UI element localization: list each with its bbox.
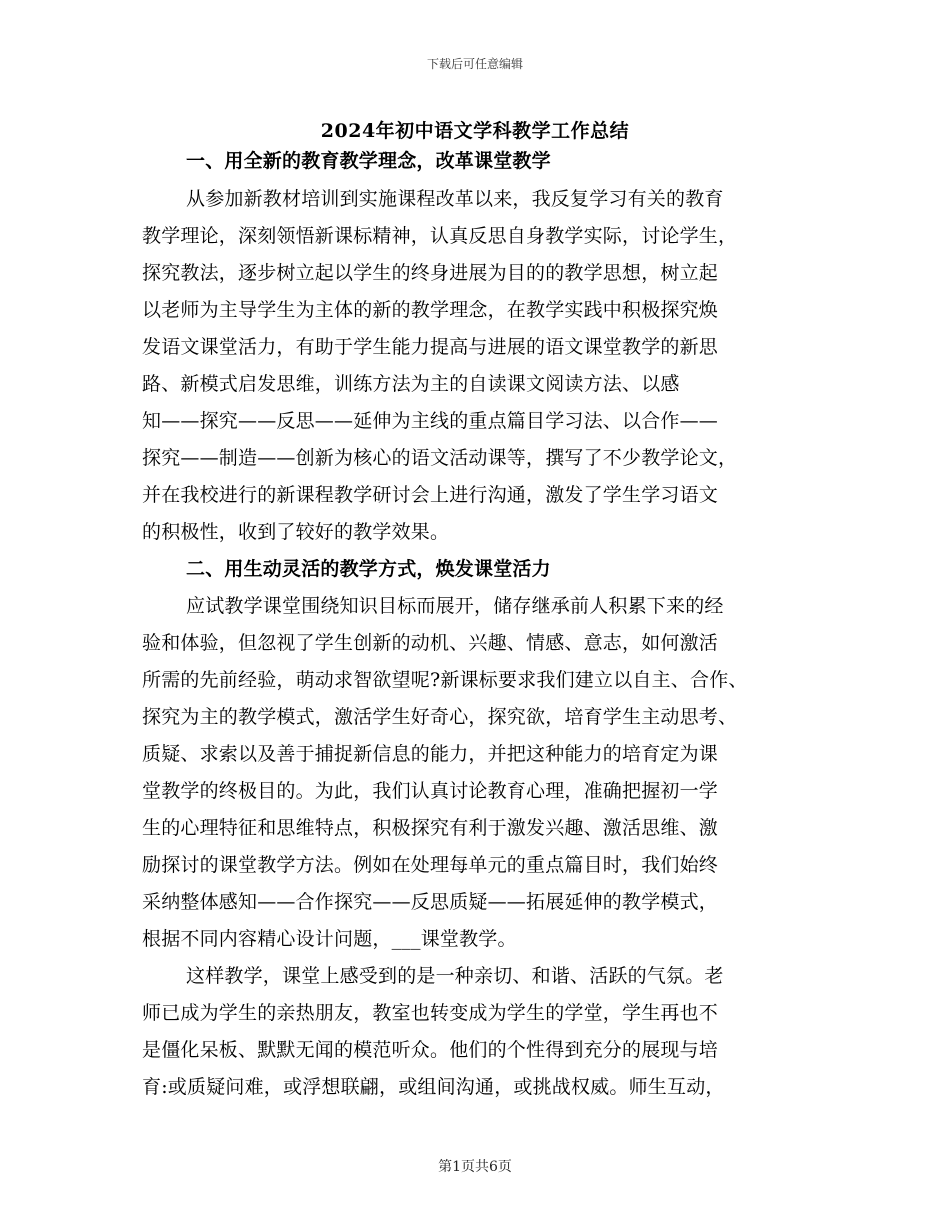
page-header-note: 下载后可任意编辑 <box>426 57 523 71</box>
paragraph-line: 以老师为主导学生为主体的新的教学理念，在教学实践中积极探究焕 <box>142 299 719 321</box>
paragraph-line: 教学理论，深刻领悟新课标精神，认真反思自身教学实际，讨论学生， <box>142 225 738 247</box>
paragraph-line: 采纳整体感知——合作探究——反思质疑——拓展延伸的教学模式， <box>142 891 719 913</box>
paragraph-line: 这样教学，课堂上感受到的是一种亲切、和谐、活跃的气氛。老 <box>186 965 724 987</box>
paragraph-line: 路、新模式启发思维，训练方法为主的自读课文阅读方法、以感 <box>142 373 680 395</box>
paragraph-line: 应试教学课堂围绕知识目标而展开，储存继承前人积累下来的经 <box>186 595 724 617</box>
paragraph-line: 所需的先前经验，萌动求智欲望呢?新课标要求我们建立以自主、合作、 <box>142 669 748 691</box>
section-heading-2: 二、用生动灵活的教学方式，焕发课堂活力 <box>186 558 551 580</box>
paragraph-line: 探究——制造——创新为核心的语文活动课等，撰写了不少教学论文， <box>142 447 738 469</box>
paragraph-line: 发语文课堂活力，有助于学生能力提高与进展的语文课堂教学的新思 <box>142 336 719 358</box>
paragraph-line: 堂教学的终极目的。为此，我们认真讨论教育心理，准确把握初一学 <box>142 780 719 802</box>
paragraph-line: 师已成为学生的亲热朋友，教室也转变成为学生的学堂，学生再也不 <box>142 1002 719 1024</box>
document-title: 2024年初中语文学科教学工作总结 <box>320 120 630 142</box>
paragraph-line: 验和体验，但忽视了学生创新的动机、兴趣、情感、意志，如何激活 <box>142 632 719 654</box>
paragraph-line: 从参加新教材培训到实施课程改革以来，我反复学习有关的教育 <box>186 188 724 210</box>
paragraph-line: 励探讨的课堂教学方法。例如在处理每单元的重点篇目时，我们始终 <box>142 854 719 876</box>
paragraph-line: 是僵化呆板、默默无闻的模范听众。他们的个性得到充分的展现与培 <box>142 1039 719 1061</box>
paragraph-line: 探究教法，逐步树立起以学生的终身进展为目的的教学思想，树立起 <box>142 262 719 284</box>
paragraph-line: 探究为主的教学模式，激活学生好奇心，探究欲，培育学生主动思考、 <box>142 706 738 728</box>
paragraph-line: 知——探究——反思——延伸为主线的重点篇目学习法、以合作—— <box>142 410 719 432</box>
section-heading-1: 一、用全新的教育教学理念，改革课堂教学 <box>186 150 551 172</box>
paragraph-line: 生的心理特征和思维特点，积极探究有利于激发兴趣、激活思维、激 <box>142 817 719 839</box>
paragraph-line: 并在我校进行的新课程教学研讨会上进行沟通，激发了学生学习语文 <box>142 484 719 506</box>
paragraph-line: 质疑、求索以及善于捕捉新信息的能力，并把这种能力的培育定为课 <box>142 743 719 765</box>
page-number: 第1页共6页 <box>438 1159 512 1175</box>
paragraph-line: 育:或质疑问难，或浮想联翩，或组间沟通，或挑战权威。师生互动， <box>142 1076 725 1098</box>
paragraph-line: 的积极性，收到了较好的教学效果。 <box>142 521 450 543</box>
paragraph-line: 根据不同内容精心设计问题，___课堂教学。 <box>142 928 517 950</box>
